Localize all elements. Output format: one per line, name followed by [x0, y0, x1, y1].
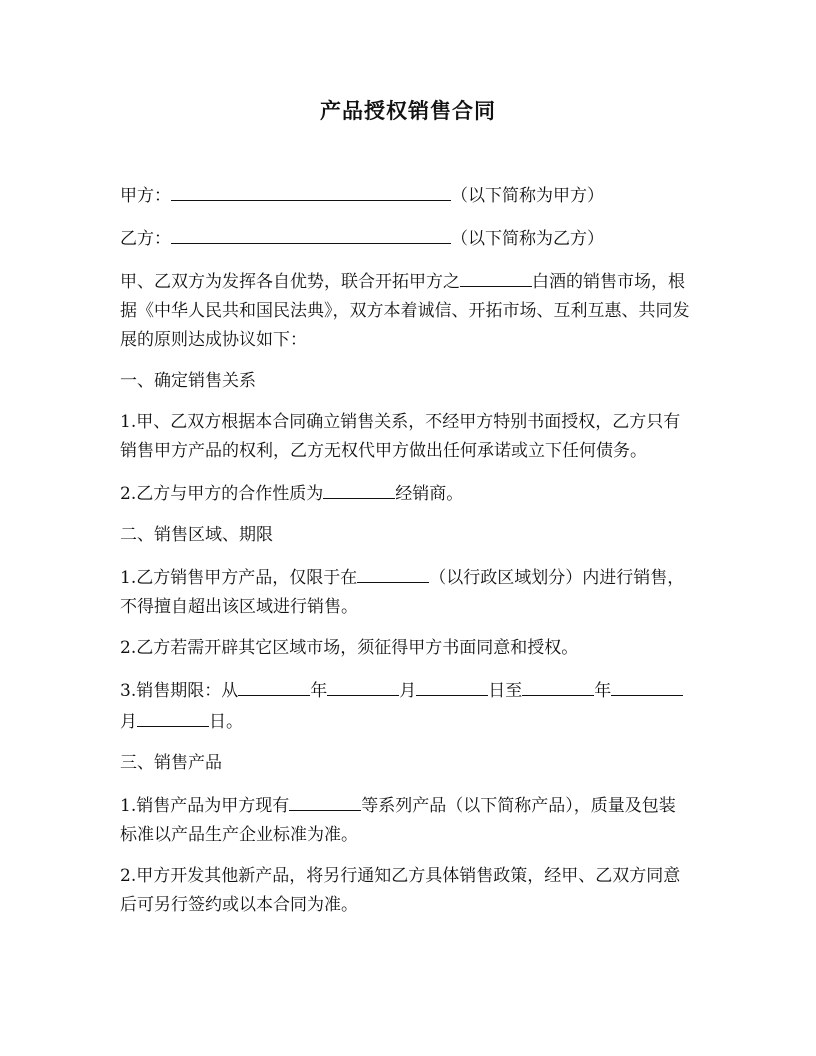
document-body [120, 180, 692, 932]
section-2-item-2: 2.乙方若需开辟其它区域市场，须征得甲方书面同意和授权。 [120, 638, 579, 658]
start-year-blank [238, 675, 310, 696]
section-1-item-2-text-2: 经销商。 [395, 484, 464, 504]
section-2-item-3 [120, 675, 692, 737]
section-3-item-1-text-2: 等系列产品（以下简称产品），质量及包装标准以产品生产企业标准为准。 [120, 796, 676, 845]
party-b-blank [171, 223, 451, 244]
section-3-item-1 [120, 790, 692, 850]
section-3-item-2: 2.甲方开发其他新产品，将另行通知乙方具体销售政策，经甲、乙双方同意后可另行签约或以本合同为准。 [120, 866, 681, 915]
intro-text-1: 甲、乙双方为发挥各自优势，联合开拓甲方之 [120, 272, 460, 292]
document-title: 产品授权销售合同 [320, 98, 496, 123]
section-2-item-1-text-1: 1.乙方销售甲方产品，仅限于在 [120, 568, 358, 588]
section-2-item-1-text-2: （以行政区域划分）内进行销售，不得擅自超出该区域进行销售。 [120, 568, 685, 617]
party-b-label: 乙方： [120, 229, 171, 249]
section-3-heading: 三、销售产品 [120, 753, 222, 773]
party-a-label: 甲方： [120, 186, 171, 206]
start-year-unit: 年 [310, 681, 328, 701]
section-3-item-1-text-1: 1.销售产品为甲方现有 [120, 796, 290, 816]
section-1-item-1: 1.甲、乙双方根据本合同确立销售关系，不经甲方特别书面授权，乙方只有销售甲方产品的权利，乙方无权代甲方做出任何承诺或立下任何债务。 [120, 412, 681, 461]
end-month-blank [611, 675, 683, 696]
intro-paragraph [120, 266, 692, 355]
party-b-suffix: （以下简称为乙方） [451, 229, 604, 249]
section-1-item-2 [120, 478, 692, 509]
product-series-blank [289, 790, 361, 811]
intro-text-2: 白酒的销售市场，根据《中华人民共和国民法典》，双方本着诚信、开拓市场、互利互惠、共同发展的原则达成协议如下： [120, 272, 690, 350]
sales-period-label: 3.销售期限：从 [120, 681, 239, 701]
start-month-blank [327, 675, 399, 696]
party-a-suffix: （以下简称为甲方） [451, 186, 604, 206]
section-2-item-1 [120, 562, 692, 622]
end-day-blank [137, 706, 209, 727]
end-year-blank [522, 675, 594, 696]
cooperation-type-blank [323, 478, 395, 499]
party-a-blank [171, 180, 451, 201]
end-month-unit: 月 [120, 712, 137, 732]
end-day-unit: 日。 [209, 712, 243, 732]
party-b-line [120, 223, 692, 254]
section-1-item-2-text-1: 2.乙方与甲方的合作性质为 [120, 484, 324, 504]
end-year-unit: 年 [594, 681, 612, 701]
start-day-unit: 日至 [488, 681, 523, 701]
party-a-line [120, 180, 692, 211]
start-day-blank [416, 675, 488, 696]
section-2-heading: 二、销售区域、期限 [120, 525, 273, 545]
section-1-heading: 一、确定销售关系 [120, 371, 256, 391]
start-month-unit: 月 [399, 681, 417, 701]
product-brand-blank [460, 266, 532, 287]
sales-region-blank [357, 562, 429, 583]
